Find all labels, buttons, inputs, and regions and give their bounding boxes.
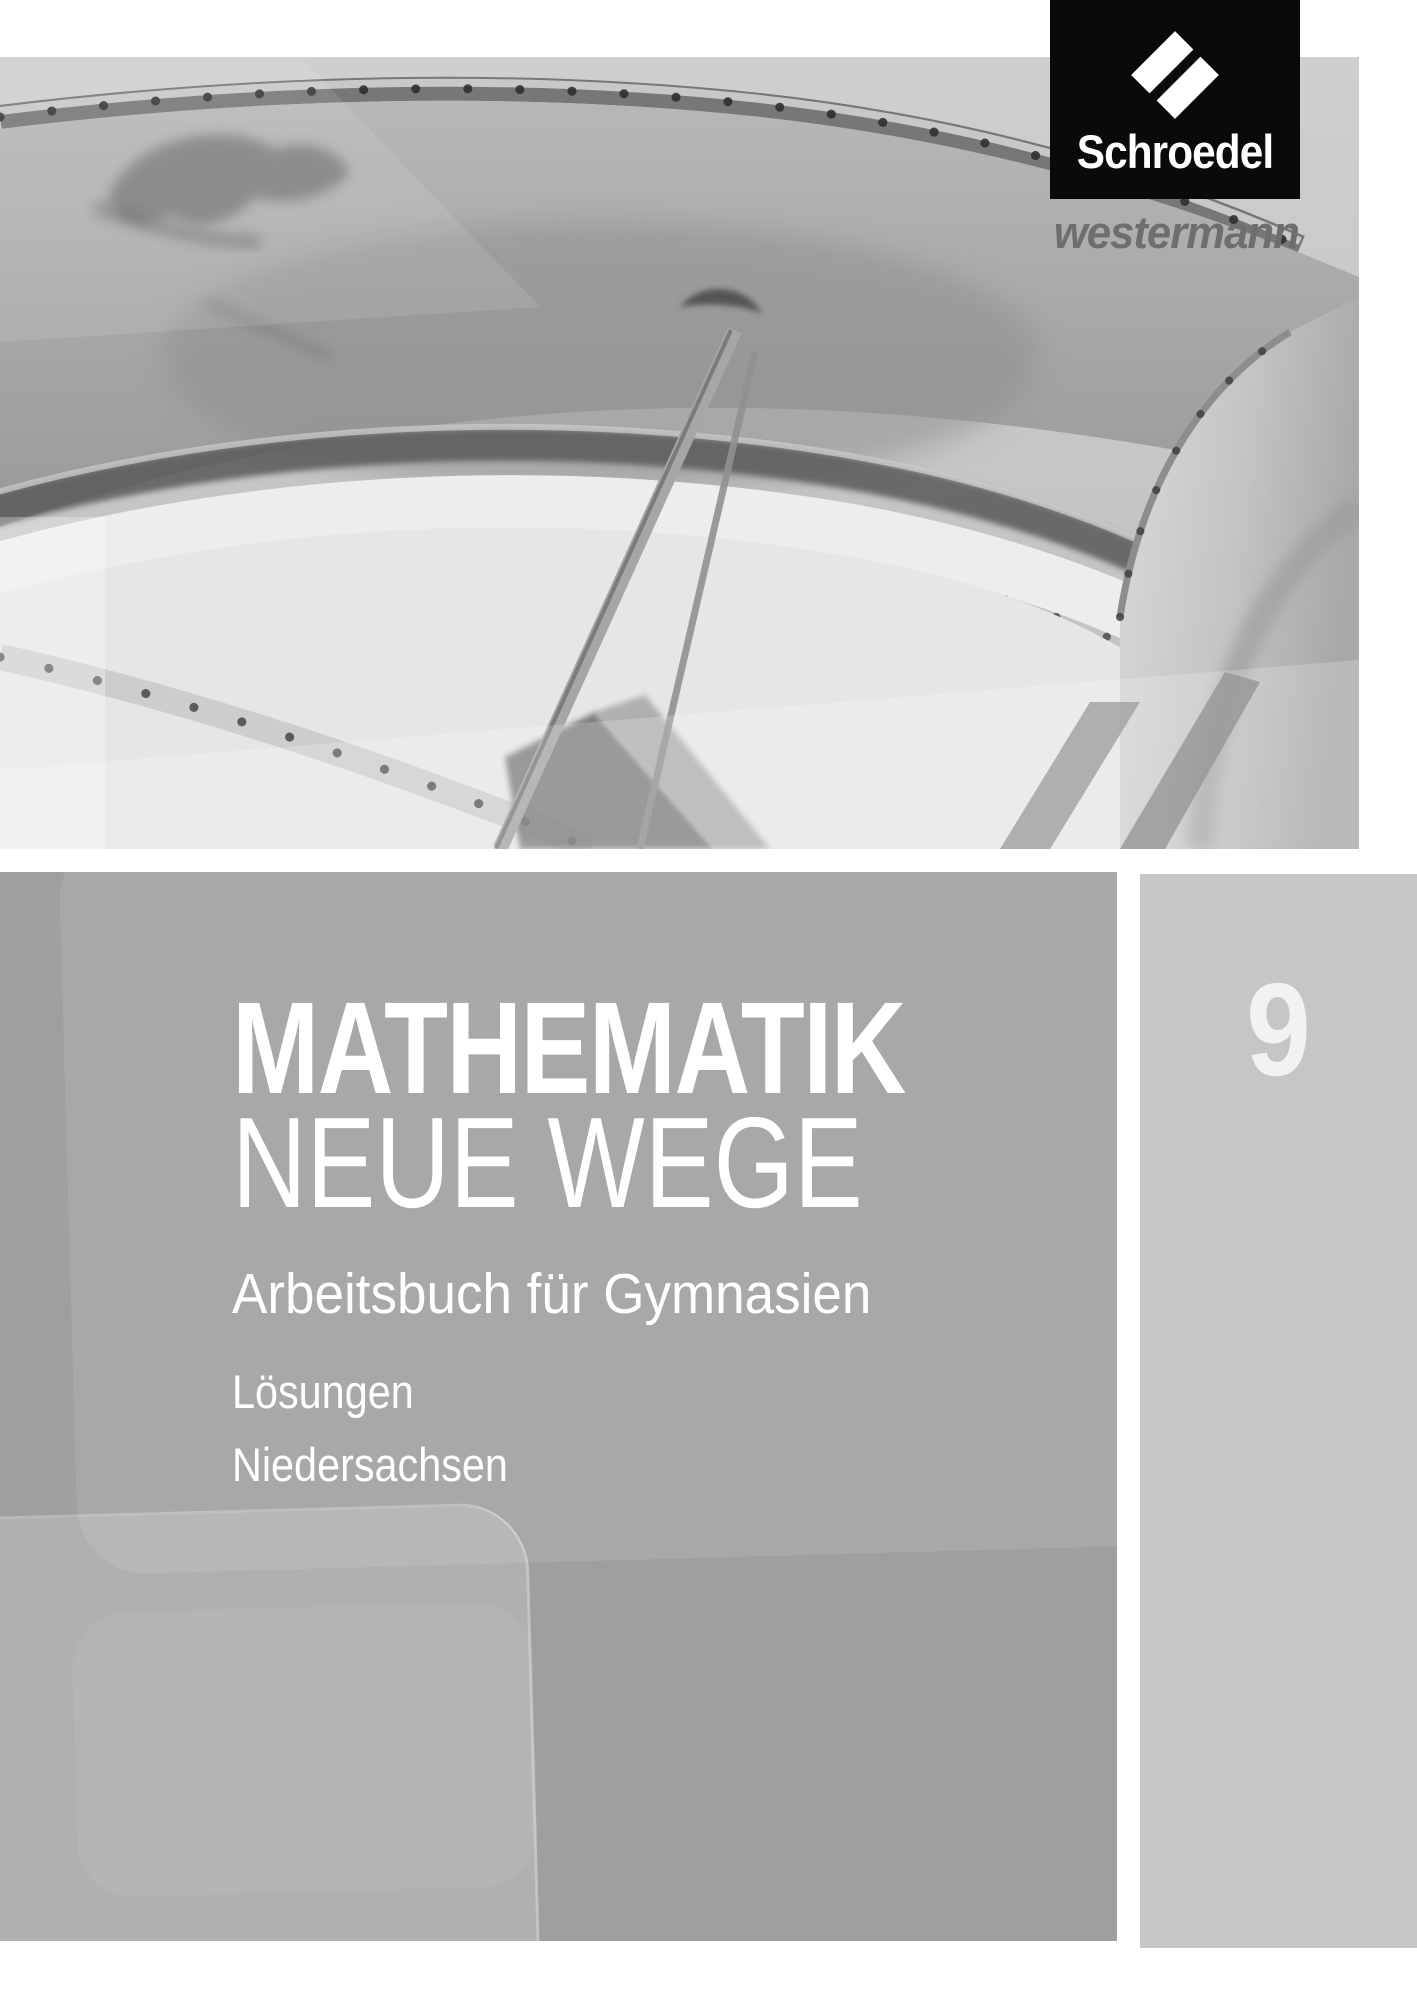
- publisher-logo-text: Schroedel: [1076, 125, 1274, 178]
- split-diamond-icon: [1050, 0, 1300, 130]
- detail-line2: Niedersachsen: [232, 1438, 508, 1491]
- detail-line1: Lösungen: [232, 1365, 414, 1418]
- volume-badge: 9: [1246, 956, 1311, 1103]
- subtitle: Arbeitsbuch für Gymnasien: [232, 1262, 872, 1326]
- volume-panel: [1140, 874, 1417, 1948]
- publisher-brand-text: westermann: [1053, 207, 1299, 258]
- title-line1: MATHEMATIK: [232, 974, 905, 1121]
- overlay-rounded-square-small: [71, 1601, 539, 1899]
- title-line2: NEUE WEGE: [232, 1091, 863, 1235]
- publisher-logo-box: [1050, 0, 1300, 199]
